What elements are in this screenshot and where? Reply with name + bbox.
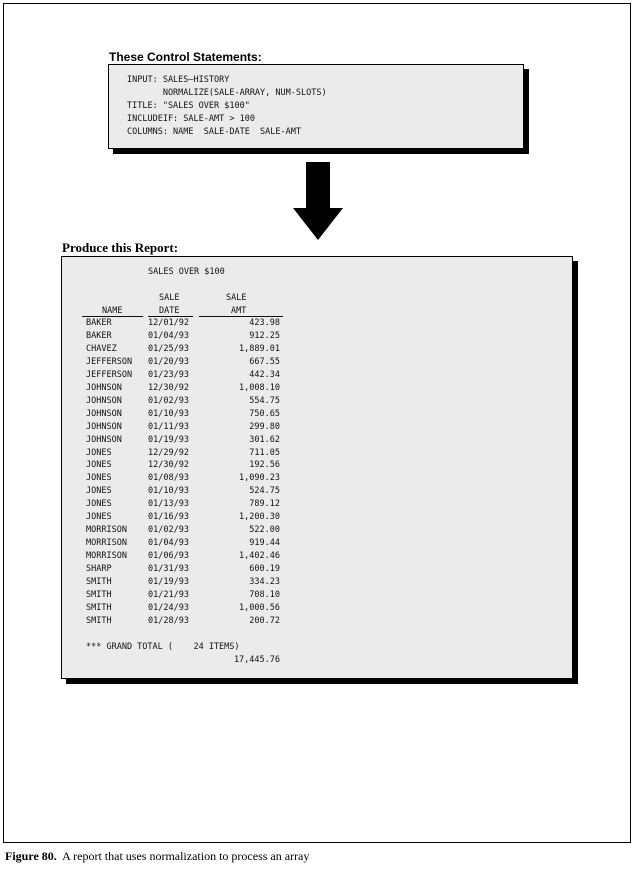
row-date: 01/28/93	[148, 615, 189, 626]
col-header-amt-bottom: AMT	[231, 306, 247, 316]
col-underline-amt	[199, 316, 283, 317]
table-row	[62, 499, 572, 512]
report-box	[61, 256, 573, 679]
row-name: BAKER	[86, 330, 112, 341]
row-name: SMITH	[86, 589, 112, 600]
row-amount: 789.12	[249, 499, 280, 510]
row-name: JONES	[86, 460, 112, 471]
caption-figure-number: Figure 80.	[5, 849, 57, 863]
table-row	[62, 396, 572, 409]
row-name: JONES	[86, 486, 112, 497]
row-amount: 554.75	[249, 395, 280, 406]
caption-text: A report that uses normalization to process an array	[62, 849, 310, 863]
row-amount: 334.23	[249, 577, 280, 587]
report-title: SALES OVER $100	[148, 267, 225, 277]
row-name: JEFFERSON	[86, 369, 133, 380]
control-line: INPUT: SALES—HISTORY	[127, 75, 230, 85]
row-date: 01/24/93	[148, 602, 189, 613]
row-date: 01/04/93	[148, 538, 189, 549]
row-amount: 423.98	[249, 318, 280, 328]
row-amount: 442.34	[249, 369, 280, 380]
row-date: 01/19/93	[148, 577, 189, 587]
row-amount: 919.44	[249, 538, 280, 549]
row-amount: 912.25	[249, 330, 280, 341]
row-name: JONES	[86, 473, 112, 484]
table-row	[62, 409, 572, 422]
table-row	[62, 344, 572, 357]
row-amount: 1,090.23	[239, 473, 280, 484]
row-date: 01/13/93	[148, 499, 189, 510]
row-name: JONES	[86, 512, 112, 523]
row-name: MORRISON	[86, 551, 127, 562]
row-date: 12/01/92	[148, 318, 189, 328]
row-amount: 667.55	[249, 356, 280, 367]
table-row	[62, 331, 572, 344]
row-date: 12/29/92	[148, 447, 189, 458]
row-name: JOHNSON	[86, 408, 122, 419]
col-header-date-bottom: DATE	[159, 306, 180, 316]
row-amount: 600.19	[249, 564, 280, 575]
table-row	[62, 383, 572, 396]
table-row	[62, 460, 572, 473]
row-name: JOHNSON	[86, 434, 122, 445]
table-row	[62, 525, 572, 538]
row-date: 01/10/93	[148, 408, 189, 419]
row-name: MORRISON	[86, 525, 127, 536]
table-row	[62, 564, 572, 577]
row-name: CHAVEZ	[86, 343, 117, 354]
col-header-name: NAME	[102, 306, 123, 316]
table-row	[62, 370, 572, 383]
row-amount: 299.80	[249, 421, 280, 432]
row-date: 01/06/93	[148, 551, 189, 562]
row-name: SMITH	[86, 615, 112, 626]
row-amount: 1,008.10	[239, 382, 280, 393]
row-date: 12/30/92	[148, 460, 189, 471]
report-heading: Produce this Report:	[62, 240, 179, 255]
row-amount: 708.10	[249, 589, 280, 600]
row-date: 01/19/93	[148, 434, 189, 445]
col-header-date-top: SALE	[159, 293, 180, 303]
down-arrow-icon	[293, 162, 343, 242]
row-name: SHARP	[86, 564, 112, 575]
row-date: 01/20/93	[148, 356, 189, 367]
row-name: SMITH	[86, 577, 112, 587]
row-date: 01/16/93	[148, 512, 189, 523]
row-name: JOHNSON	[86, 421, 122, 432]
row-date: 01/23/93	[148, 369, 189, 380]
row-date: 01/04/93	[148, 330, 189, 341]
table-row	[62, 357, 572, 370]
row-amount: 1,889.01	[239, 343, 280, 354]
row-date: 01/31/93	[148, 564, 189, 575]
row-date: 01/02/93	[148, 525, 189, 536]
row-name: JOHNSON	[86, 382, 122, 393]
row-amount: 1,200.30	[239, 512, 280, 523]
control-statements-heading: These Control Statements:	[109, 50, 262, 64]
row-amount: 711.05	[249, 447, 280, 458]
row-name: JEFFERSON	[86, 356, 133, 367]
control-line: NORMALIZE(SALE-ARRAY, NUM-SLOTS)	[127, 88, 327, 98]
row-date: 01/08/93	[148, 473, 189, 484]
table-row	[62, 512, 572, 525]
grand-total-label: *** GRAND TOTAL ( 24 ITEMS)	[86, 642, 240, 652]
row-name: SMITH	[86, 602, 112, 613]
table-row	[62, 448, 572, 461]
row-name: MORRISON	[86, 538, 127, 549]
col-underline-date	[148, 316, 193, 317]
row-date: 01/21/93	[148, 589, 189, 600]
col-header-amt-top: SALE	[226, 293, 247, 303]
row-name: BAKER	[86, 318, 112, 328]
control-line: TITLE: "SALES OVER $100"	[127, 101, 250, 111]
control-line: INCLUDEIF: SALE-AMT > 100	[127, 114, 255, 124]
table-row	[62, 551, 572, 564]
row-date: 01/02/93	[148, 395, 189, 406]
grand-total-value: 17,445.76	[233, 655, 280, 665]
control-line: COLUMNS: NAME SALE-DATE SALE-AMT	[127, 127, 301, 137]
row-date: 01/10/93	[148, 486, 189, 497]
table-row	[62, 590, 572, 603]
table-row	[62, 486, 572, 499]
table-row	[62, 473, 572, 486]
control-statements-box	[108, 64, 524, 149]
table-row	[62, 538, 572, 551]
figure-caption	[5, 849, 309, 864]
row-amount: 522.00	[249, 525, 280, 536]
row-name: JONES	[86, 499, 112, 510]
row-name: JOHNSON	[86, 395, 122, 406]
col-underline-name	[82, 316, 143, 317]
table-row	[62, 616, 572, 629]
row-amount: 524.75	[249, 486, 280, 497]
table-row	[62, 435, 572, 448]
table-row	[62, 603, 572, 616]
table-row	[62, 318, 572, 331]
row-amount: 192.56	[249, 460, 280, 471]
row-amount: 200.72	[249, 615, 280, 626]
row-amount: 750.65	[249, 408, 280, 419]
row-amount: 1,402.46	[239, 551, 280, 562]
row-name: JONES	[86, 447, 112, 458]
row-date: 01/11/93	[148, 421, 189, 432]
table-row	[62, 422, 572, 435]
row-date: 01/25/93	[148, 343, 189, 354]
row-date: 12/30/92	[148, 382, 189, 393]
row-amount: 301.62	[249, 434, 280, 445]
table-row	[62, 577, 572, 590]
row-amount: 1,000.56	[239, 602, 280, 613]
